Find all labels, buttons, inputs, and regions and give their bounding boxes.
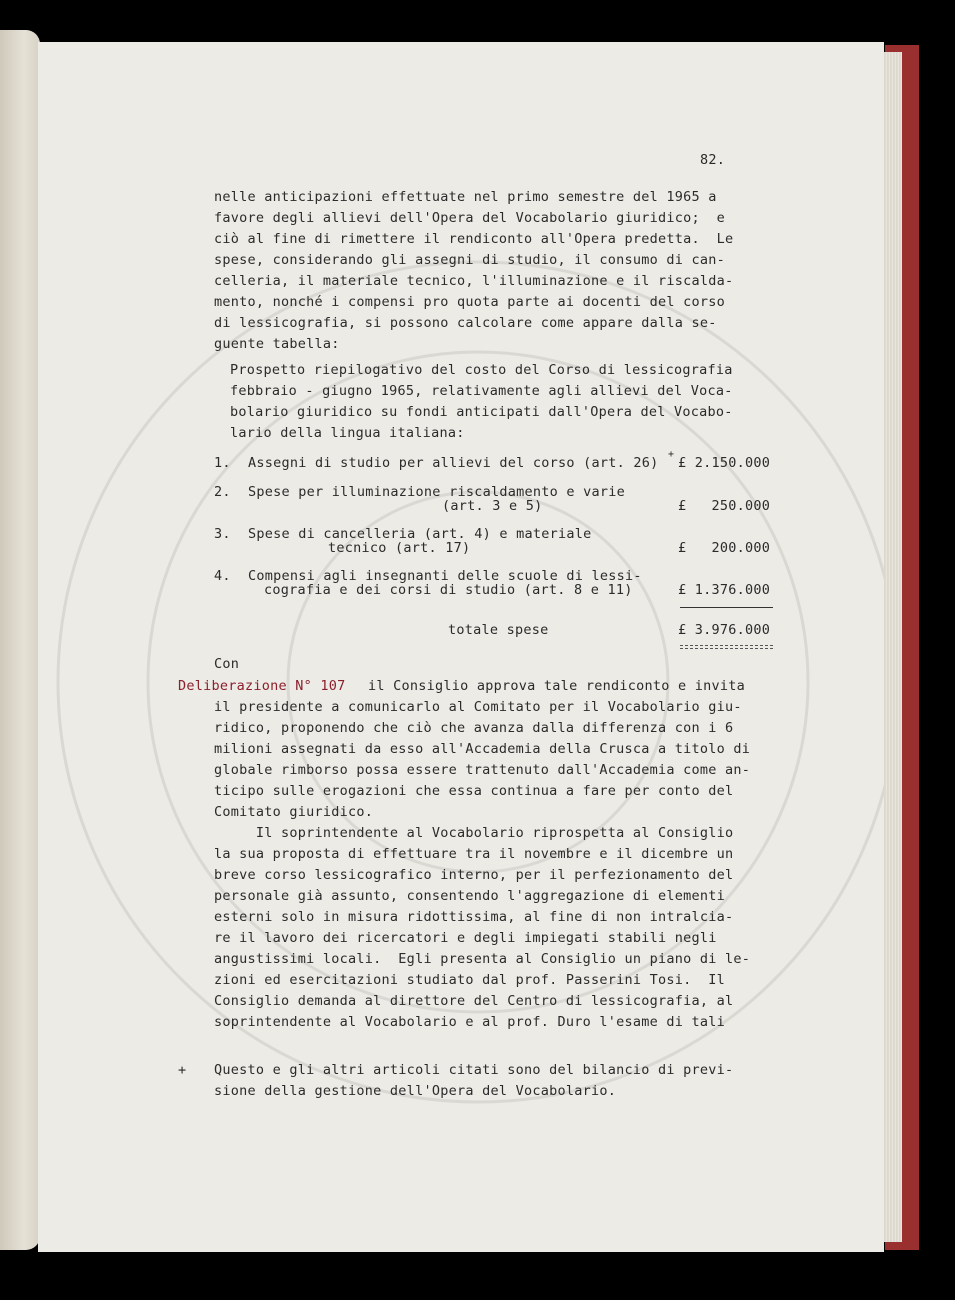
text-line: personale già assunto, consentendo l'aggregazione di elementi [214, 888, 726, 904]
item-amount: £ 250.000 [678, 498, 771, 514]
text-line: milioni assegnati da esso all'Accademia della Crusca a titolo di [214, 741, 751, 757]
item-amount: £ 2.150.000 [678, 455, 771, 471]
text-line: Consiglio demanda al direttore del Centro di lessicografia, al [214, 993, 734, 1009]
item-description: Assegni di studio per allievi del corso (art. 26) [248, 455, 659, 471]
text-line: ticipo sulle erogazioni che essa continua a fare per conto del [214, 783, 734, 799]
item-number: 1. [214, 455, 231, 471]
item-description-cont: cografia e dei corsi di studio (art. 8 e 11) [264, 582, 633, 598]
item-description-cont: tecnico (art. 17) [328, 540, 471, 556]
text-line: zioni ed esercitazioni studiato dal prof. Passerini Tosi. Il [214, 972, 726, 988]
con-word: Con [214, 656, 240, 672]
text-line: il Consiglio approva tale rendiconto e invita [368, 678, 745, 694]
total-double-rule [680, 648, 773, 649]
item-description: Spese per illuminazione riscaldamento e varie [248, 484, 625, 500]
page-number: 82. [700, 152, 726, 168]
document-page [38, 42, 884, 1252]
total-label: totale spese [448, 622, 549, 638]
text-line: febbraio - giugno 1965, relativamente agli allievi del Voca- [230, 383, 733, 399]
text-line: breve corso lessicografico interno, per il perfezionamento del [214, 867, 734, 883]
item-description-cont: (art. 3 e 5) [442, 498, 543, 514]
text-line: Questo e gli altri articoli citati sono del bilancio di previ- [214, 1062, 734, 1078]
total-amount: £ 3.976.000 [678, 622, 771, 638]
footnote-mark: + [178, 1062, 187, 1078]
text-line: mento, nonché i compensi pro quota parte ai docenti del corso [214, 294, 726, 310]
text-line: la sua proposta di effettuare tra il novembre e il dicembre un [214, 846, 734, 862]
item-number: 2. [214, 484, 231, 500]
dagger-mark: + [668, 449, 675, 460]
deliberation-label: Deliberazione N° 107 [178, 678, 346, 694]
item-number: 4. [214, 568, 231, 584]
text-line: spese, considerando gli assegni di studio, il consumo di can- [214, 252, 726, 268]
total-double-rule [680, 645, 773, 646]
text-line: bolario giuridico su fondi anticipati dall'Opera del Vocabo- [230, 404, 733, 420]
text-line: Il soprintendente al Vocabolario riprospetta al Consiglio [214, 825, 734, 841]
text-line: lario della lingua italiana: [230, 425, 465, 441]
text-line: nelle anticipazioni effettuate nel primo semestre del 1965 a [214, 189, 717, 205]
text-line: globale rimborso possa essere trattenuto dall'Accademia come an- [214, 762, 751, 778]
book-left-pages [0, 30, 40, 1250]
text-line: ridico, proponendo che ciò che avanza dalla differenza con i 6 [214, 720, 734, 736]
text-line: guente tabella: [214, 336, 340, 352]
sum-rule [680, 607, 773, 608]
text-line: di lessicografia, si possono calcolare come appare dalla se- [214, 315, 717, 331]
text-line: il presidente a comunicarlo al Comitato per il Vocabolario giu- [214, 699, 742, 715]
text-line: ciò al fine di rimettere il rendiconto all'Opera predetta. Le [214, 231, 734, 247]
item-description: Spese di cancelleria (art. 4) e materiale [248, 526, 592, 542]
item-number: 3. [214, 526, 231, 542]
text-line: soprintendente al Vocabolario e al prof. Duro l'esame di tali [214, 1014, 726, 1030]
text-line: Prospetto riepilogativo del costo del Corso di lessicografia [230, 362, 733, 378]
text-line: re il lavoro dei ricercatori e degli impiegati stabili negli [214, 930, 717, 946]
text-line: celleria, il materiale tecnico, l'illuminazione e il riscalda- [214, 273, 734, 289]
text-line: esterni solo in misura ridottissima, al fine di non intralcia- [214, 909, 734, 925]
item-amount: £ 200.000 [678, 540, 771, 556]
text-line: angustissimi locali. Egli presenta al Consiglio un piano di le- [214, 951, 751, 967]
text-line: sione della gestione dell'Opera del Vocabolario. [214, 1083, 617, 1099]
text-line: Comitato giuridico. [214, 804, 374, 820]
item-description: Compensi agli insegnanti delle scuole di lessi- [248, 568, 642, 584]
text-line: favore degli allievi dell'Opera del Vocabolario giuridico; e [214, 210, 726, 226]
item-amount: £ 1.376.000 [678, 582, 771, 598]
